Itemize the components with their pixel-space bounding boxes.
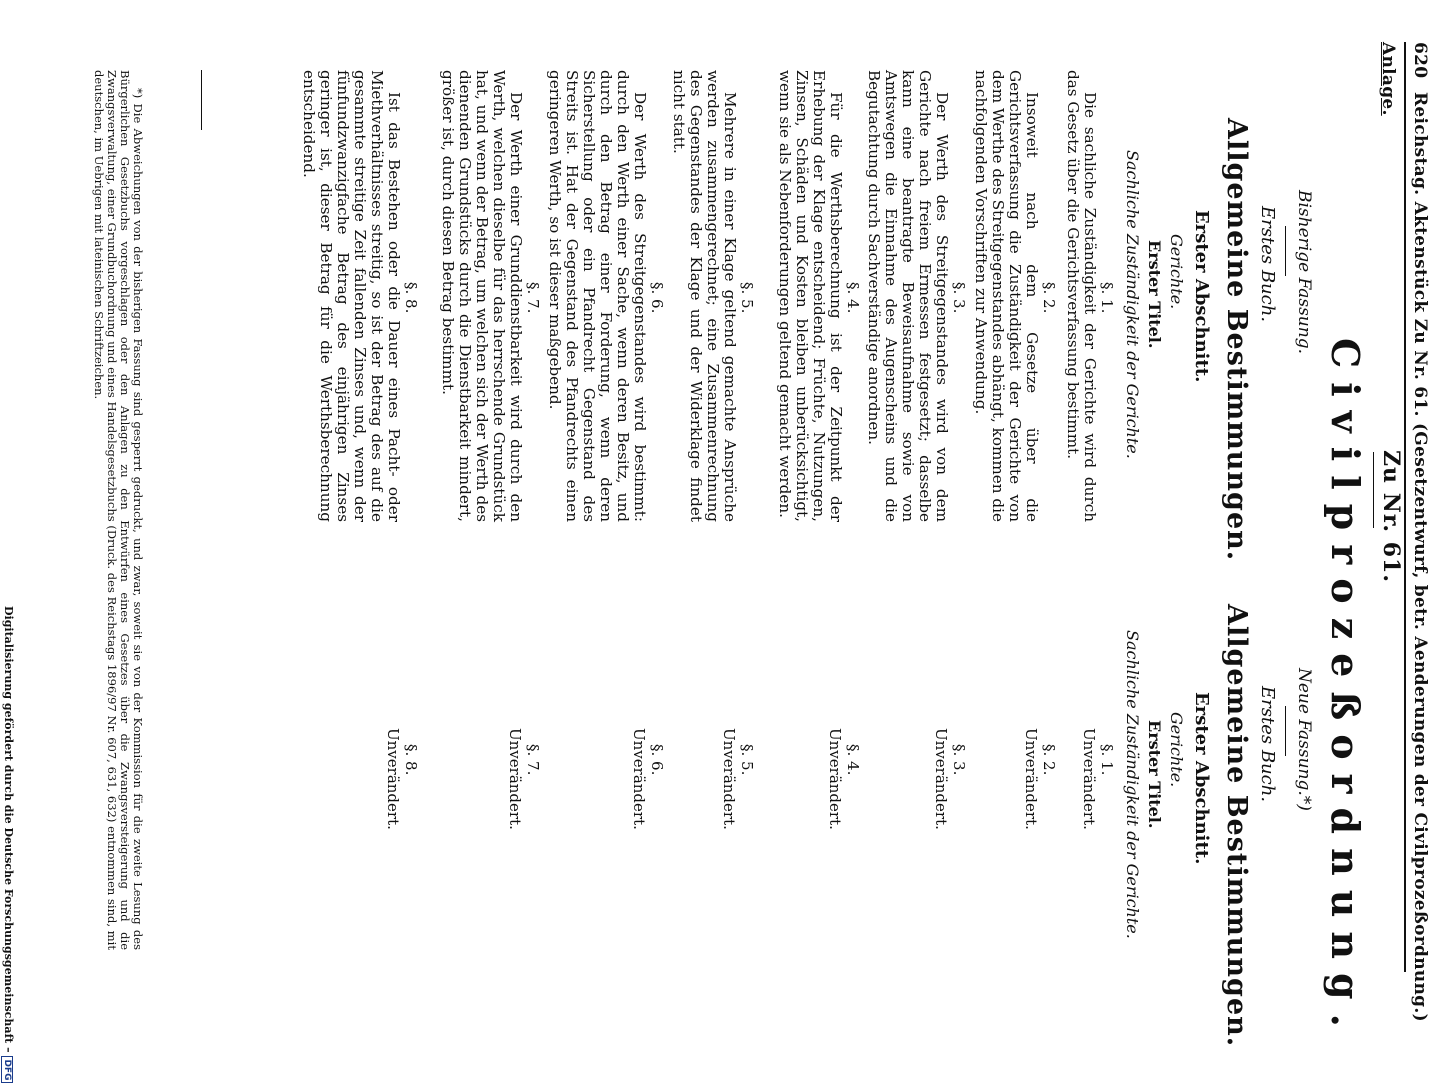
- credit-text: Digitalisierung gefördert durch die Deutsche Forschungsgemeinschaft –: [2, 606, 15, 1053]
- right-para-3: Unverändert.: [932, 728, 950, 830]
- left-para-2: Insoweit nach dem Gesetze über die Gerichtsverfassung die Zuständigkeit der Gerichte von dem Werthe des Streitgegenstandes abhängt, kommen die nachfolgenden Vorschriften zur Anwendung.: [972, 70, 1041, 522]
- right-heading-rule: [1285, 706, 1286, 756]
- right-courts-heading: Gerichte.: [1167, 712, 1186, 788]
- left-sect-6: §. 6.: [648, 282, 666, 314]
- left-sect-4: §. 4.: [844, 282, 862, 314]
- right-column-heading: Neue Fassung.*): [1294, 668, 1314, 811]
- right-title-heading: Erster Titel.: [1145, 720, 1164, 829]
- left-para-5: Mehrere in einer Klage geltend gemachte Ansprüche werden zusammengerechnet; eine Zusammenrechnung des Gegenstandes der Klage und der Widerklage findet nicht statt.: [670, 70, 739, 522]
- left-sect-2: §. 2.: [1040, 282, 1058, 314]
- running-header: Reichstag. Aktenstück Zu Nr. 61. (Gesetzentwurf, betr. Aenderungen der Civilprozeßordnung.): [1410, 92, 1430, 1022]
- right-sect-1: §. 1.: [1098, 744, 1116, 776]
- right-sect-2: §. 2.: [1040, 744, 1058, 776]
- header-rule: [1404, 42, 1406, 972]
- right-section-heading: Erster Abschnitt.: [1191, 692, 1212, 865]
- left-para-7: Der Werth einer Grunddienstbarkeit wird durch den Werth, welchen dieselbe für das herrschende Grundstück hat, und wenn der Betrag, um welchen sich der Werth des dienenden Grundstücks durch die Dienstbarkeit mindert, größer ist, durch diesen Betrag bestimmt.: [439, 70, 525, 522]
- right-sect-3: §. 3.: [950, 744, 968, 776]
- right-sect-4: §. 4.: [844, 744, 862, 776]
- right-para-7: Unverändert.: [506, 728, 524, 830]
- left-general-heading: Allgemeine Bestimmungen.: [1221, 118, 1252, 562]
- left-jurisdiction-heading: Sachliche Zuständigkeit der Gerichte.: [1123, 150, 1142, 459]
- right-para-4: Unverändert.: [826, 728, 844, 830]
- left-courts-heading: Gerichte.: [1167, 234, 1186, 310]
- page-number: 620: [1410, 42, 1430, 79]
- right-para-8: Unverändert.: [384, 728, 402, 830]
- left-sect-5: §. 5.: [738, 282, 756, 314]
- left-para-6: Der Werth des Streitgegenstandes wird bestimmt: durch den Werth einer Sache, wenn deren Besitz, und durch den Betrag einer Forderung, wenn deren Sicherstellung oder ein Pfandrecht Gegenstand des Streits ist. Hat der Gegenstand des Pfandrechts einen geringeren Werth, so ist dieser maßgebend.: [546, 70, 649, 522]
- right-sect-7: §. 7.: [524, 744, 542, 776]
- left-para-3: Der Werth des Streitgegenstandes wird von dem Gerichte nach freiem Ermessen festgesetzt; dasselbe kann eine beantragte Beweisaufnahme sowie von Amtswegen die Einnahme des Augenscheins und die Begutachtung durch Sachverständige anordnen.: [865, 70, 951, 522]
- right-general-heading: Allgemeine Bestimmungen.: [1221, 604, 1252, 1048]
- left-para-8: Ist das Bestehen oder die Dauer eines Pacht- oder Miethverhältnisses streitig, so ist der Betrag des auf die gesammte streitige Zeit fallenden Zinses und, wenn der fünfundzwanzigfache Betrag des einjährigen Zinses geringer ist, dieser Betrag für die Werthsberechnung entscheidend.: [300, 70, 403, 522]
- dfg-logo: DFG: [1, 1056, 13, 1083]
- left-sect-7: §. 7.: [524, 282, 542, 314]
- left-para-1: Die sachliche Zuständigkeit der Gerichte wird durch das Gesetz über die Gerichtsverfassung bestimmt.: [1064, 70, 1099, 522]
- right-book-heading: Erstes Buch.: [1257, 686, 1278, 803]
- document-title: Civilprozeßordnung.: [1323, 338, 1368, 1041]
- left-sect-1: §. 1.: [1098, 282, 1116, 314]
- left-sect-8: §. 8.: [402, 282, 420, 314]
- left-column-heading: Bisherige Fassung.: [1294, 190, 1314, 354]
- left-section-heading: Erster Abschnitt.: [1191, 210, 1212, 383]
- document-number: Zu Nr. 61.: [1378, 450, 1404, 583]
- right-para-6: Unverändert.: [630, 728, 648, 830]
- footnote-rule: [201, 70, 202, 130]
- left-sect-3: §. 3.: [950, 282, 968, 314]
- left-para-4: Für die Werthsberechnung ist der Zeitpunkt der Erhebung der Klage entscheidend; Früchte, Nutzungen, Zinsen, Schäden und Kosten bleiben unberücksichtigt, wenn sie als Nebenforderungen geltend gemacht werden.: [776, 70, 845, 522]
- right-para-5: Unverändert.: [720, 728, 738, 830]
- annex-label: Anlage.: [1378, 42, 1398, 116]
- left-heading-rule: [1285, 226, 1286, 276]
- left-title-heading: Erster Titel.: [1145, 240, 1164, 349]
- right-sect-8: §. 8.: [402, 744, 420, 776]
- right-sect-6: §. 6.: [648, 744, 666, 776]
- left-book-heading: Erstes Buch.: [1257, 206, 1278, 323]
- right-jurisdiction-heading: Sachliche Zuständigkeit der Gerichte.: [1123, 630, 1142, 939]
- footnote: *) Die Abweichungen von der bisherigen Fassung sind gesperrt gedruckt, und zwar, soweit sie von der Kommission für die zweite Lesung des Bürgerlichen Gesetzbuchs vorgeschlagen oder den Anlagen zu den Entwürfen eines Gesetzes über die Zwangsversteigerung und die Zwangsverwaltung, einer Grundbuchordnung und eines Handelsgesetzbuchs (Druck. des Reichstags 1896/97 Nr. 607, 631, 632) entnommen sind, mit deutschen, im Uebrigen mit lateinischen Schriftzeichen.: [92, 70, 145, 950]
- right-para-1: Unverändert.: [1080, 728, 1098, 830]
- number-underline: [1373, 452, 1374, 528]
- right-para-2: Unverändert.: [1022, 728, 1040, 830]
- right-sect-5: §. 5.: [738, 744, 756, 776]
